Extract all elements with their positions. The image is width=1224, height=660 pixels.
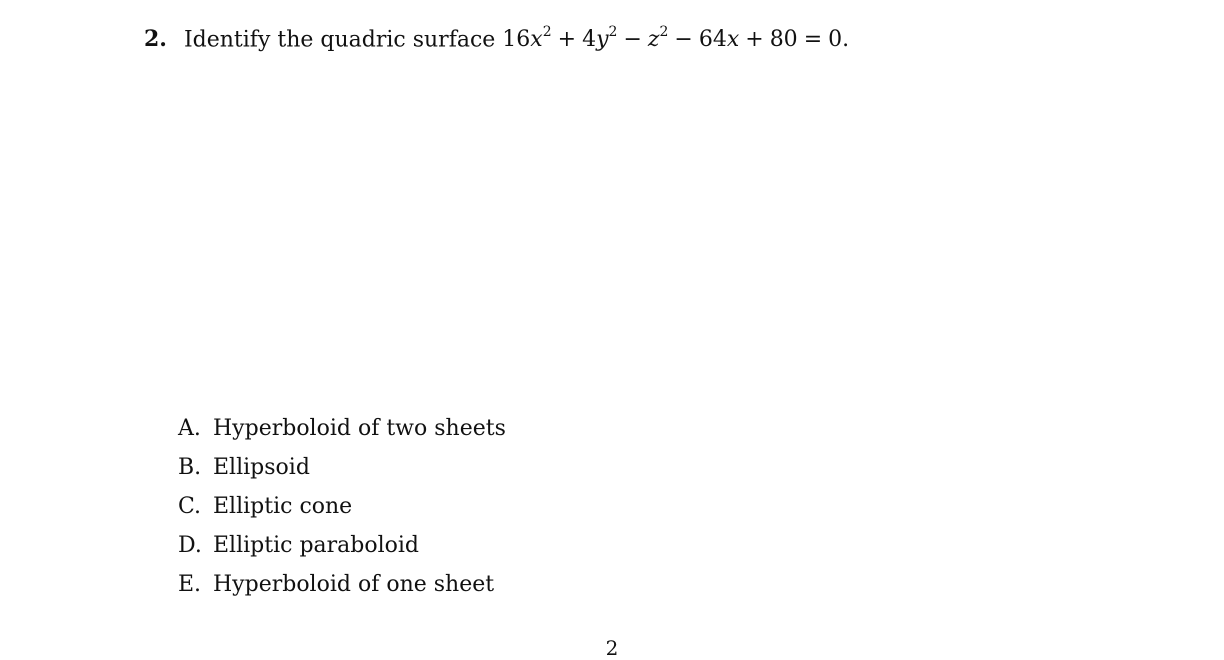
page-number: 2 — [605, 636, 619, 660]
eq-op-1: + — [557, 27, 577, 53]
eq-term-2-var: y — [596, 27, 609, 53]
choice-d — [178, 526, 506, 565]
eq-term-4-var: x — [726, 27, 740, 53]
eq-term-3-exp: 2 — [659, 24, 669, 40]
eq-term-1-var: x — [530, 27, 543, 53]
choice-text: Elliptic cone — [213, 494, 353, 519]
choice-text: Elliptic paraboloid — [213, 533, 420, 558]
eq-term-3-var: z — [647, 27, 660, 53]
eq-term-4-coef: 64 — [698, 27, 727, 53]
choice-b — [178, 448, 506, 487]
eq-op-4: + — [745, 27, 764, 53]
eq-op-2: − — [623, 27, 642, 53]
choice-text: Hyperboloid of one sheet — [213, 572, 495, 597]
choice-text: Hyperboloid of two sheets — [213, 416, 506, 441]
eq-term-2-exp: 2 — [608, 24, 618, 40]
eq-term-1-exp: 2 — [542, 24, 552, 40]
choice-e — [178, 565, 506, 604]
eq-term-5-const: 80 — [769, 27, 798, 53]
choice-text: Ellipsoid — [213, 455, 310, 480]
choice-a — [178, 409, 506, 448]
question-prompt — [144, 18, 849, 56]
choice-letter: D. — [178, 533, 202, 558]
eq-rhs: 0. — [828, 27, 850, 53]
choice-letter: C. — [178, 494, 202, 519]
eq-op-3: − — [674, 27, 693, 53]
question-text: Identify the quadric surface — [183, 27, 496, 53]
eq-op-5: = — [803, 27, 823, 53]
choice-letter: B. — [178, 455, 202, 480]
choice-letter: A. — [178, 416, 201, 441]
answer-choices — [178, 409, 506, 604]
choice-c — [178, 487, 506, 526]
choice-letter: E. — [178, 572, 202, 597]
eq-term-1-coef: 16 — [502, 27, 531, 53]
eq-term-2-coef: 4 — [582, 27, 597, 53]
question-number: 2. — [144, 26, 167, 53]
quadric-equation — [502, 24, 850, 53]
